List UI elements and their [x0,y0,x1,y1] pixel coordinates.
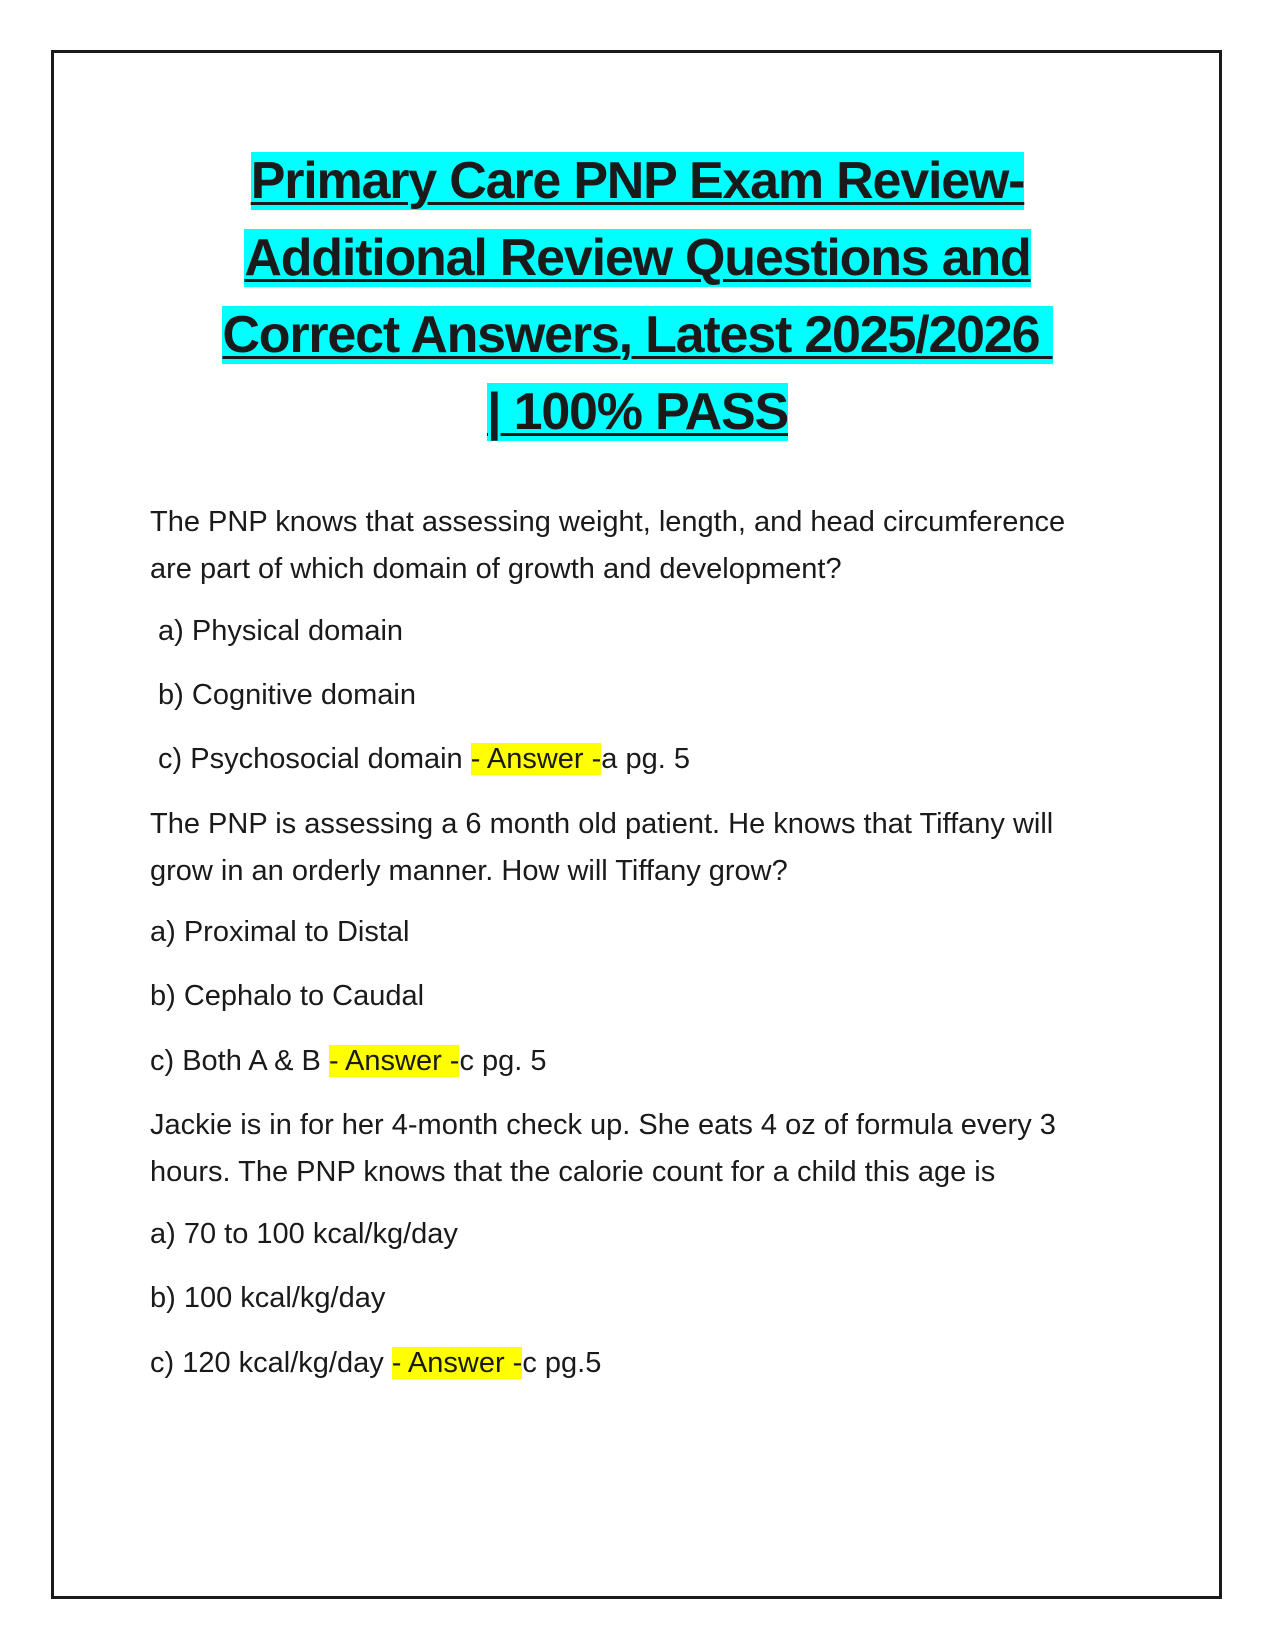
question-1-stem [150,499,1065,593]
answer-highlight: - Answer - [470,743,602,775]
option-text: c) 120 kcal/kg/day [150,1347,392,1379]
option-text: c) Psychosocial domain [150,743,471,775]
question-2-stem [150,801,1053,895]
question-stem-line: hours. The PNP knows that the calorie count for a child this age is [150,1156,996,1188]
question-2-option-c [150,1038,547,1085]
title-line-3: Correct Answers, Latest 2025/2026 [222,306,1053,364]
answer-highlight: - Answer - [328,1045,460,1077]
question-3-option-c [150,1340,601,1387]
question-3-option-b: b) 100 kcal/kg/day [150,1282,386,1314]
title-line-1: Primary Care PNP Exam Review- [250,152,1025,210]
question-stem-line: are part of which domain of growth and development? [150,553,842,585]
question-3-stem [150,1102,1056,1196]
question-stem-line: The PNP knows that assessing weight, length, and head circumference [150,506,1066,538]
answer-text: c pg. 5 [459,1045,547,1077]
title-line-2: Additional Review Questions and [244,229,1031,287]
answer-text: a pg. 5 [601,743,690,775]
question-1-option-a: a) Physical domain [150,615,404,647]
question-2-option-a: a) Proximal to Distal [150,916,410,948]
answer-text: c pg.5 [522,1347,602,1379]
question-1-option-c [150,736,690,783]
question-stem-line: The PNP is assessing a 6 month old patient. He knows that Tiffany will [150,808,1054,840]
document-title [150,143,1125,451]
question-2-option-b: b) Cephalo to Caudal [150,980,425,1012]
answer-highlight: - Answer - [391,1347,523,1379]
question-1-option-b: b) Cognitive domain [150,679,416,711]
question-3-option-a: a) 70 to 100 kcal/kg/day [150,1218,458,1250]
question-stem-line: grow in an orderly manner. How will Tiffany grow? [150,855,788,887]
question-stem-line: Jackie is in for her 4-month check up. She eats 4 oz of formula every 3 [150,1109,1056,1141]
title-line-4: | 100% PASS [487,383,788,441]
option-text: c) Both A & B [150,1045,329,1077]
